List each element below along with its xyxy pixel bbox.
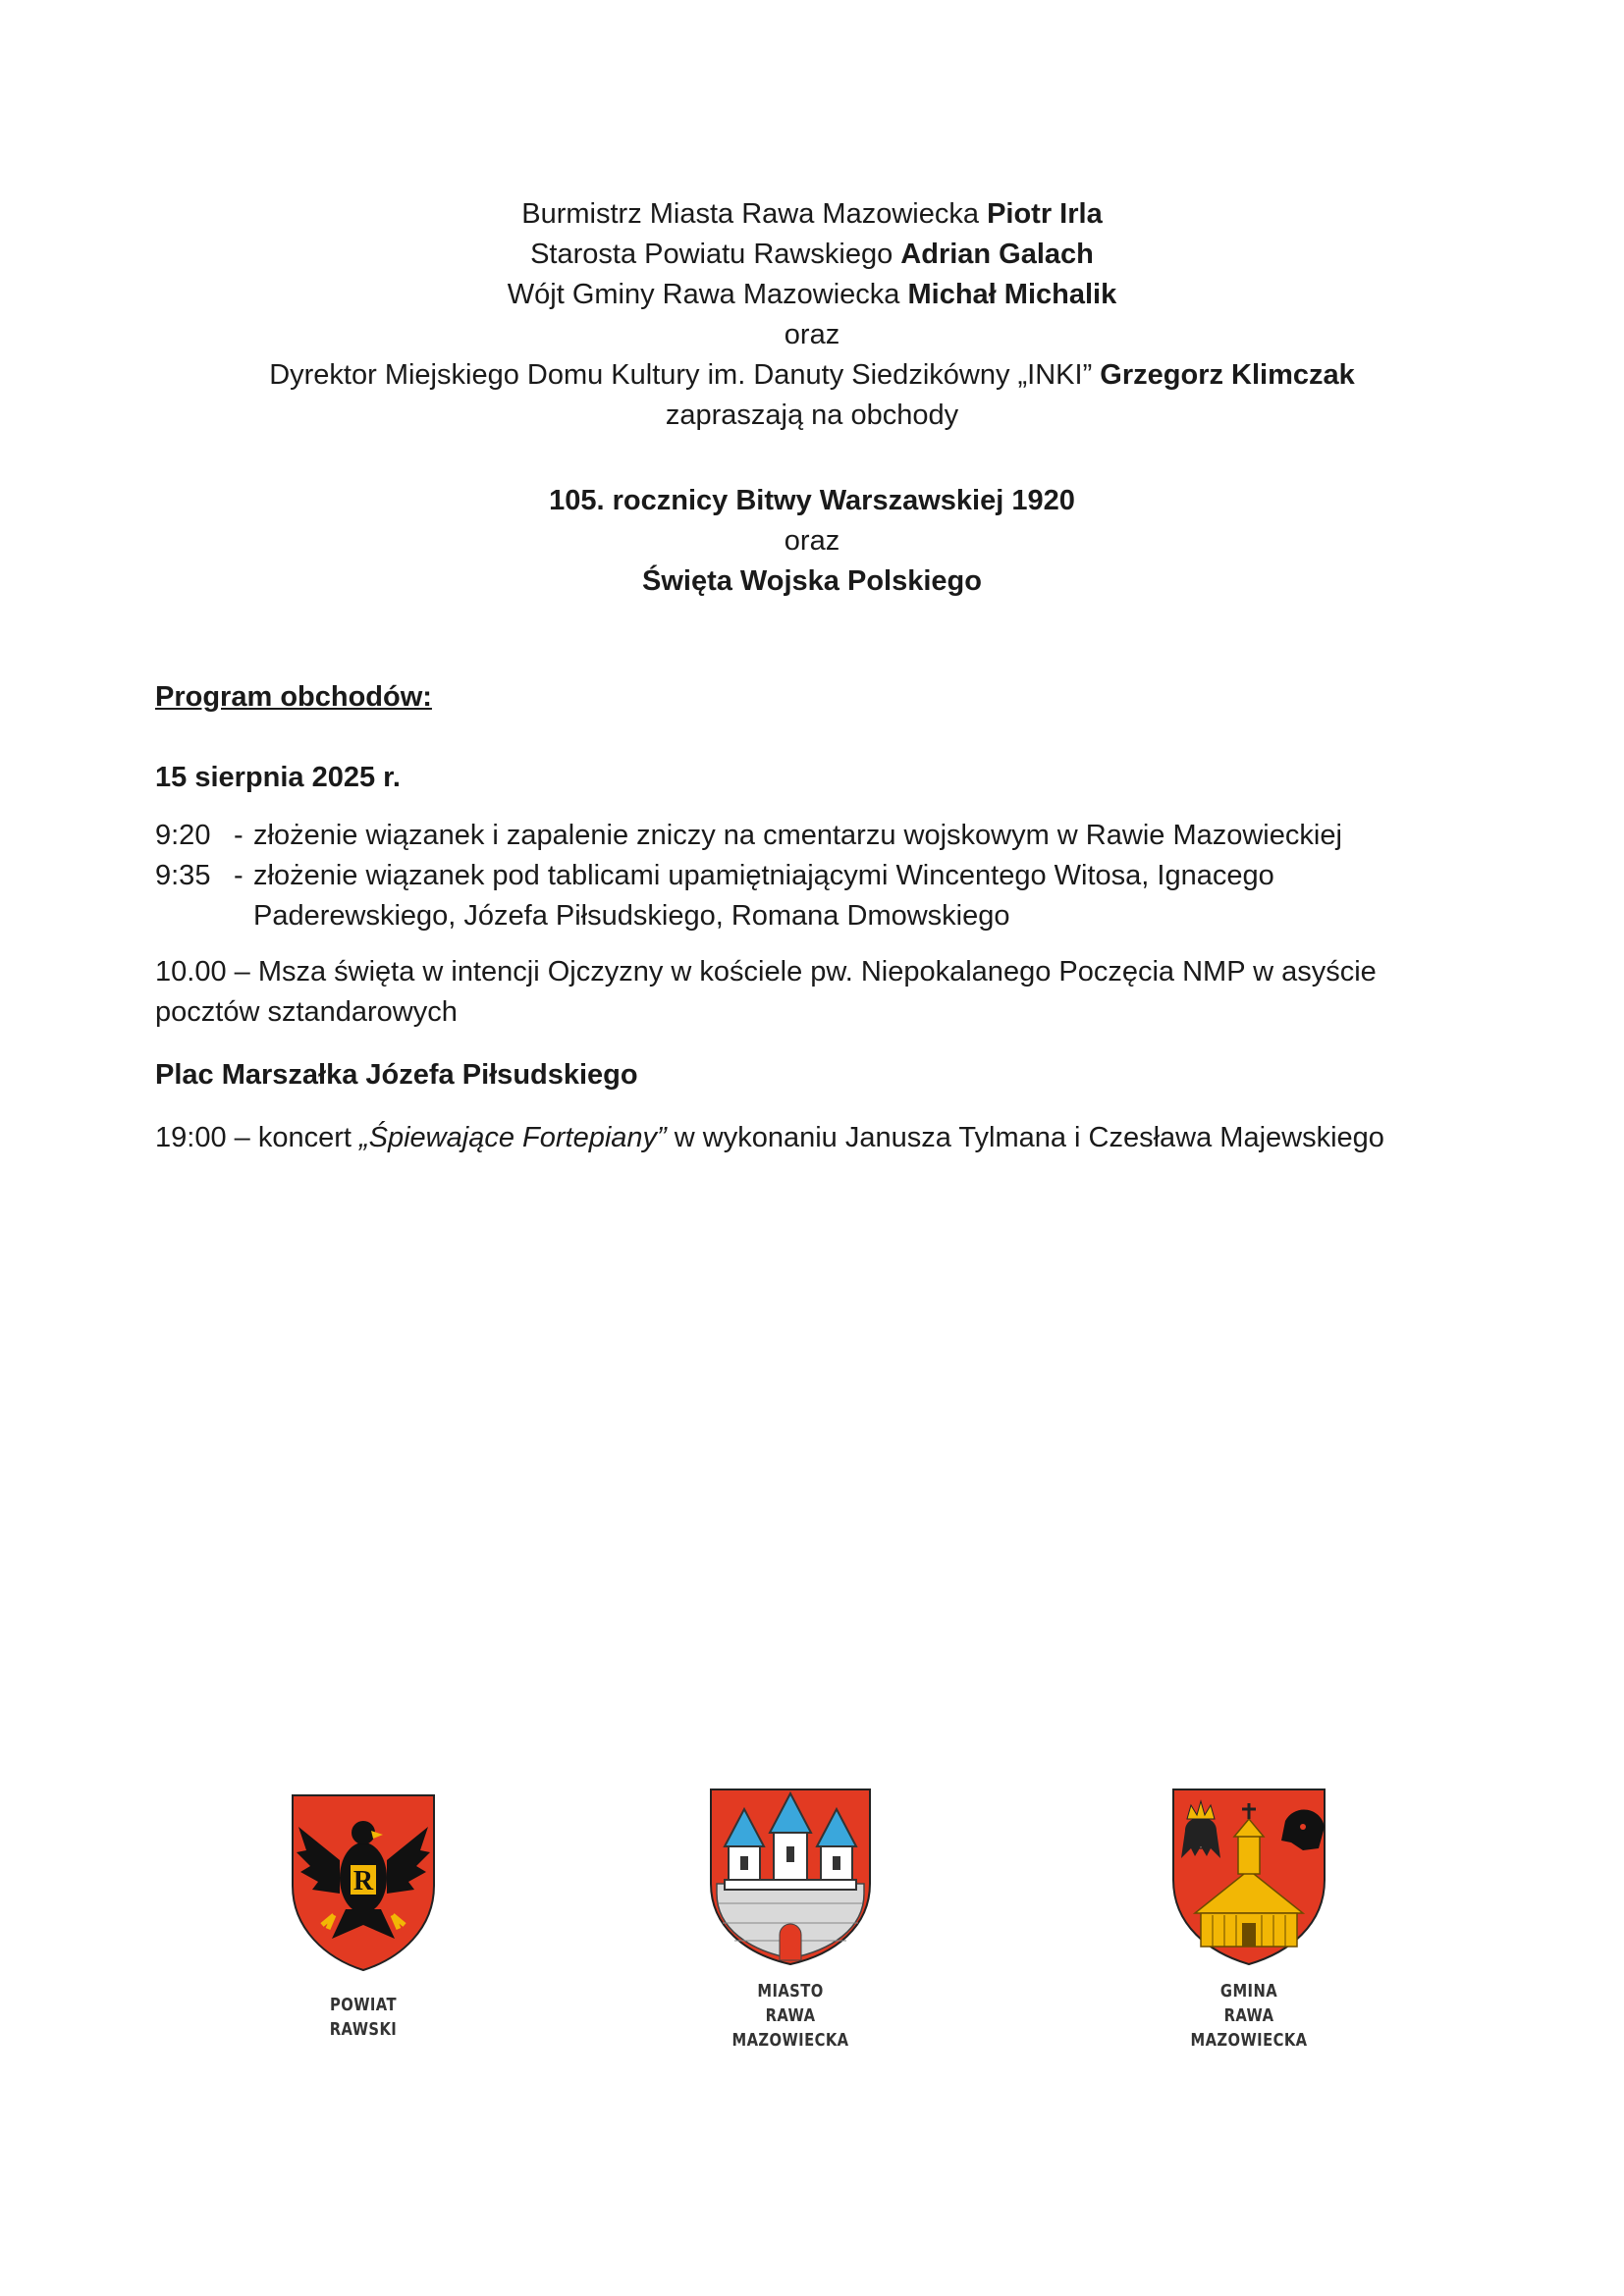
- invitation-line-wojt: Wójt Gminy Rawa Mazowiecka Michał Michalik: [507, 279, 1117, 310]
- program-item: 9:35 - złożenie wiązanek pod tablicami upamiętniającymi Wincentego Witosa, Ignacego Paderewskiego, Józefa Piłsudskiego, Romana Dmowskiego: [155, 856, 1490, 936]
- logos-row: [0, 1791, 1624, 2056]
- director-name: Grzegorz Klimczak: [1100, 359, 1355, 391]
- program-item: 9:20 - złożenie wiązanek i zapalenie zniczy na cmentarzu wojskowym w Rawie Mazowieckiej: [155, 816, 1490, 856]
- logo-caption-line1: GMINA: [1219, 1981, 1278, 2002]
- logo-caption-line1: MIASTO: [757, 1981, 824, 2002]
- program-item-time: 9:35: [155, 860, 211, 891]
- svg-text:R: R: [352, 1866, 374, 1896]
- event-title-holiday: Święta Wojska Polskiego: [642, 565, 982, 597]
- invitation-line-starosta: Starosta Powiatu Rawskiego Adrian Galach: [530, 239, 1094, 270]
- program-date: 15 sierpnia 2025 r.: [155, 762, 401, 793]
- logo-caption-line2: RAWA MAZOWIECKA: [1190, 2005, 1308, 2051]
- event-title-anniversary: 105. rocznicy Bitwy Warszawskiej 1920: [549, 485, 1075, 516]
- program-item-concert: 19:00 – koncert „Śpiewające Fortepiany” w wykonaniu Janusza Tylmana i Czesława Majewskiego: [155, 1122, 1384, 1153]
- program-item-mass-line2: pocztów sztandarowych: [155, 996, 458, 1028]
- wojt-name: Michał Michalik: [907, 279, 1117, 310]
- invitation-line-mayor: Burmistrz Miasta Rawa Mazowiecka Piotr Irla: [521, 198, 1103, 230]
- logo-caption: POWIAT RAWSKI: [329, 1995, 398, 2040]
- miasto-coat-of-arms-icon: [707, 1786, 874, 1967]
- event-title-conjunction: oraz: [784, 525, 840, 557]
- logo-caption-line2: RAWA MAZOWIECKA: [731, 2005, 849, 2051]
- program-item-text: złożenie wiązanek i zapalenie zniczy na cmentarzu wojskowym w Rawie Mazowieckiej: [253, 820, 1342, 851]
- logo-gmina-rawa: [1161, 1786, 1337, 2053]
- program-item-time: 9:20: [155, 820, 211, 851]
- invitation-closing: zapraszają na obchody: [665, 400, 959, 431]
- logo-miasto-rawa: [702, 1786, 879, 2053]
- starosta-name: Adrian Galach: [900, 239, 1094, 270]
- invitation-block: [0, 194, 1624, 436]
- program-item-mass-line1: 10.00 – Msza święta w intencji Ojczyzny w kościele pw. Niepokalanego Poczęcia NMP w asyście: [155, 956, 1377, 988]
- program-item-text: złożenie wiązanek pod tablicami upamiętniającymi Wincentego Witosa, Ignacego Paderewskiego, Józefa Piłsudskiego, Romana Dmowskiego: [253, 860, 1274, 932]
- mayor-name: Piotr Irla: [987, 198, 1103, 230]
- program-item-mass: [155, 952, 1490, 1033]
- program-venue: Plac Marszałka Józefa Piłsudskiego: [155, 1059, 638, 1091]
- invitation-conjunction: oraz: [784, 319, 840, 350]
- invitation-line-director: Dyrektor Miejskiego Domu Kultury im. Danuty Siedzikówny „INKI” Grzegorz Klimczak: [269, 359, 1355, 391]
- logo-powiat-rawski: [285, 1791, 442, 2042]
- gmina-coat-of-arms-icon: [1165, 1786, 1332, 1967]
- concert-title: „Śpiewające Fortepiany”: [358, 1122, 667, 1153]
- event-title-block: [0, 481, 1624, 602]
- program-heading: Program obchodów:: [155, 681, 432, 713]
- powiat-coat-of-arms-icon: [285, 1791, 442, 1973]
